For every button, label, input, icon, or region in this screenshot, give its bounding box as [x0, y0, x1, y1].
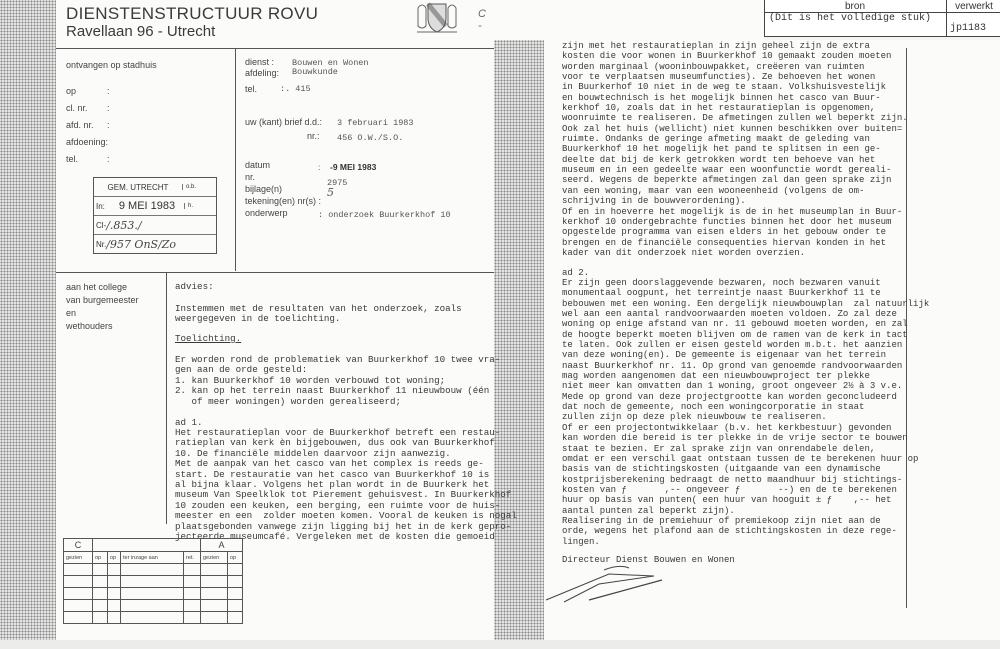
utrecht-coat-of-arms-icon	[414, 0, 460, 36]
afdeling-value: Bouwkunde	[292, 67, 338, 77]
routing-row	[64, 576, 243, 588]
receipt-title: ontvangen op stadhuis	[66, 60, 157, 70]
continuation-text: zijn met het restauratieplan in zijn geheel zijn de extra kosten die voor wonen in Buurkerkhof 10 gemaakt zouden moeten worden marginaal (wooninbouwpakket, creëeren van ruimten voor te verplaatsen museumfuncties). Ze behoeven het wonen in Buurkerhof 10 niet in de weg te staan. Volkshuisvestelijk en bouwtechnisch is het mogelijk binnen het casco van Buur- kerkhof 10, zoals dat in het restauratieplan is opgenomen, woonruimte te realiseren. De afmetingen zullen wel beperkt zijn. Ook zal het huis (wellicht) niet kunnen beschikken over buiten= ruimte. Ondanks de geringe afmeting maakt de geleding van Buurkerkhof 10 het mogelijk het pand te splitsen in een ge- deelte dat bij de kerk getrokken wordt ten behoeve van het museum en in een gedeelte waar een woonfunctie wordt gereali- seerd. Wegens de beperkte afmetingen zal dan geen sprake zijn van een woning, maar van een wooneenheid (volgens de om- schrijving in de bouwverordening). Of en in hoeverre het mogelijk is de in het museumplan in Buur- kerkhof 10 ondergebrachte functies binnen het door het museum opgestelde programma van eisen elders in het gebouw onder te brengen en de financiële consequenties hiervan konden in het kader van dit onderzoek niet worden overzien.	[562, 41, 908, 258]
toelichting-intro: Er worden rond de problematiek van Buurkerkhof 10 twee vra- gen aan de orde gesteld: 1. kan Buurkerkhof 10 worden verbouwd tot woning; 2. kan op het terrein naast Buurkerkhof 11 nieuwbouw (één of meer woningen) worden gerealiseerd;	[175, 354, 501, 407]
routing-row	[64, 564, 243, 576]
left-scan-margin	[0, 0, 56, 640]
ad1-heading: ad 1.	[175, 417, 203, 428]
dienst-label: dienst :	[245, 57, 275, 67]
handwritten-signature	[544, 562, 664, 607]
receipt-clnr-label: cl. nr.	[66, 103, 88, 113]
right-page-top	[494, 0, 764, 40]
routing-col-ter-inzage-aan: ter inzage aan	[121, 552, 184, 564]
receipt-afdnr-label: afd. nr.	[66, 120, 94, 130]
stamp-nr-label: Nr.	[96, 239, 107, 249]
advice-column-divider	[166, 272, 167, 524]
stamp-org-suffix: o.b.	[182, 184, 196, 190]
dienst-value: Bouwen en Wonen	[292, 58, 369, 68]
receipt-clnr-sep: :	[107, 103, 110, 113]
addressee-line-3: en	[66, 308, 77, 318]
afdeling-label: afdeling:	[245, 68, 280, 78]
toelichting-heading: Toelichting.	[175, 333, 242, 344]
org-title: DIENSTENSTRUCTUUR ROVU	[66, 4, 319, 23]
advice-top-divider	[56, 272, 494, 273]
routing-group-c: C	[64, 539, 93, 552]
receipt-tel-sep: :	[107, 154, 110, 164]
source-box-col-verwerkt: verwerkt	[955, 1, 993, 12]
advice-heading: advies:	[175, 281, 214, 292]
receipt-op-sep: :	[107, 86, 110, 96]
addressee-line-2: van burgemeester	[66, 295, 139, 305]
routing-col-op: op	[93, 552, 108, 564]
stamp-cl-label: Cl-	[96, 220, 107, 230]
header-divider	[56, 48, 494, 49]
routing-col-ret: ret.	[184, 552, 201, 564]
stamp-org: GEM. UTRECHT	[107, 182, 169, 192]
routing-row	[64, 588, 243, 600]
addressee-line-1: aan het college	[66, 282, 128, 292]
bijlage-label: bijlage(n)	[245, 184, 283, 194]
brief-date: 3 februari 1983	[337, 118, 414, 128]
receipt-afdoening-label: afdoening:	[66, 137, 109, 147]
top-scan-strip	[500, 40, 548, 52]
signature-line: Directeur Dienst Bouwen en Wonen	[562, 555, 735, 565]
stamp-in-label: In:	[96, 201, 105, 211]
ad1-text: Het restauratieplan voor de Buurkerkhof betreft een restau- ratieplan van kerk èn bijgebouwen, dus ook van Buurkerkhof 10. De financiële middelen daarvoor zijn aanwezig. Met de aanpak van het casco van het complex is reeds ge- start. De restauratie van het casco van Buurkerkhof 10 is al bijna klaar. Volgens het plan wordt in de Buurkerk het museum Van Speelklok tot Pierement gehuisvest. In Buurkerkhof 10 zouden een keuken, een berging, een ruimte voor de huis- meester en een zolder moeten komen. Vooral de keuken is nogal plaatsgebonden vanwege zijn ligging bij het in de kerk gepro- jecteerde museumcafé. Vergeleken met de kosten die gemoeid	[175, 427, 517, 543]
ad2-heading: ad 2.	[562, 268, 590, 278]
source-box-bron-value: (Dit is het volledige stuk)	[769, 13, 932, 24]
datum-label: datum	[245, 160, 271, 170]
advice-text: Instemmen met de resultaten van het onderzoek, zoals weergegeven in de toelichting.	[175, 303, 462, 325]
stamp-in-suffix: h.	[184, 203, 193, 209]
org-address: Ravellaan 96 - Utrecht	[66, 23, 216, 40]
header-column-divider	[235, 49, 236, 271]
routing-col-op-3: op	[228, 552, 243, 564]
scan-bottom-edge	[0, 640, 1000, 649]
brief-nr-label: nr.:	[307, 131, 320, 141]
ad2-text: Er zijn geen doorslaggevende bezwaren, noch bezwaren vanuit monumentaal oogpunt, het terreintje naast Buurkerkhof 11 te bebouwen met een woning. Een dergelijk nieuwbouwplan zal natuurlijk wel aan een aantal randvoorwaarden moeten voldoen. Zo zal deze woning op enige afstand van nr. 11 gebouwd moeten worden, en zal de hoogte beperkt moeten blijven om de ramen van de kerk in tact te laten. Ook zullen er eisen gesteld worden m.b.t. het aanzien van deze woning(en). De gemeente is eigenaar van het terrein naast Buurkerkhof nr. 11. Op grond van genoemde randvoorwaarden mag worden aangenomen dat een nieuwbouwproject ter plekke niet meer kan omvatten dan 1 woning, groot ongeveer 2½ à 3 v.e. Mede op grond van deze projectgrootte kan worden geconcludeerd dat noch de gemeente, noch een woningcorporatie in staat zullen zijn op deze plek nieuwbouw te realiseren. Of er een projectontwikkelaar (b.v. het kerkbestuur) gevonden kan worden die bereid is ter plekke in de vrije sector te bouwen staat te bezien. Er zal sprake zijn van onrendabele delen, omdat er een verschil gaat ontstaan tussen de te berekenen huur op basis van de stichtingskosten (uitgaande van een dynamische kostprijsberekening bedraagt de netto maandhuur bij stichtings- kosten van ƒ ,-- ongeveer ƒ --) en de te berekenen huur op basis van punten( een huur van hooguit ± ƒ ,-- het aantal punten zal beperkt zijn). Realisering in de premiehuur of premiekoop zijn niet aan de orde, wegens het plafond aan de stichtingskosten in deze rege- lingen.	[562, 278, 930, 547]
routing-group-spacer	[93, 539, 201, 552]
onderwerp-label: onderwerp	[245, 208, 288, 218]
brief-nr-value: 456 O.W./S.O.	[337, 133, 404, 143]
source-box-col-bron: bron	[844, 1, 865, 12]
routing-group-a: A	[201, 539, 243, 552]
routing-col-gezien: gezien	[64, 552, 93, 564]
routing-table	[63, 538, 243, 624]
onderwerp-value: : onderzoek Buurkerkhof 10	[318, 210, 451, 220]
nr-label: nr.	[245, 172, 256, 182]
datum-colon: :	[318, 162, 321, 172]
stamp-in-date: 9 MEI 1983	[118, 200, 176, 212]
stamp-cl-value: /.853./	[106, 218, 142, 232]
source-box	[764, 0, 1000, 37]
tekening-label: tekening(en) nr(s) :	[245, 196, 322, 206]
datum-value: -9 MEI 1983	[330, 162, 377, 172]
center-scan-gutter	[494, 40, 544, 640]
addressee-line-4: wethouders	[66, 321, 113, 331]
nr-value: 2975	[327, 178, 348, 188]
routing-row	[64, 600, 243, 612]
receipt-tel-label: tel.	[66, 154, 79, 164]
routing-col-gezien-2: gezien	[201, 552, 228, 564]
stamp-nr-value: /957 OnS/Zo	[106, 237, 177, 251]
source-box-verwerkt-value: jp1183	[950, 23, 987, 34]
receipt-afdnr-sep: :	[107, 120, 110, 130]
received-stamp	[93, 177, 217, 254]
routing-col-op-2: op	[108, 552, 121, 564]
brief-label: uw (kant) brief d.d.:	[245, 117, 323, 127]
receipt-op-label: op	[66, 86, 77, 96]
bijlage-value: 5	[327, 186, 334, 199]
tel-value: :. 415	[280, 84, 311, 94]
margin-mark: C -	[478, 8, 486, 32]
routing-row	[64, 612, 243, 624]
tel-label: tel.	[245, 84, 258, 94]
